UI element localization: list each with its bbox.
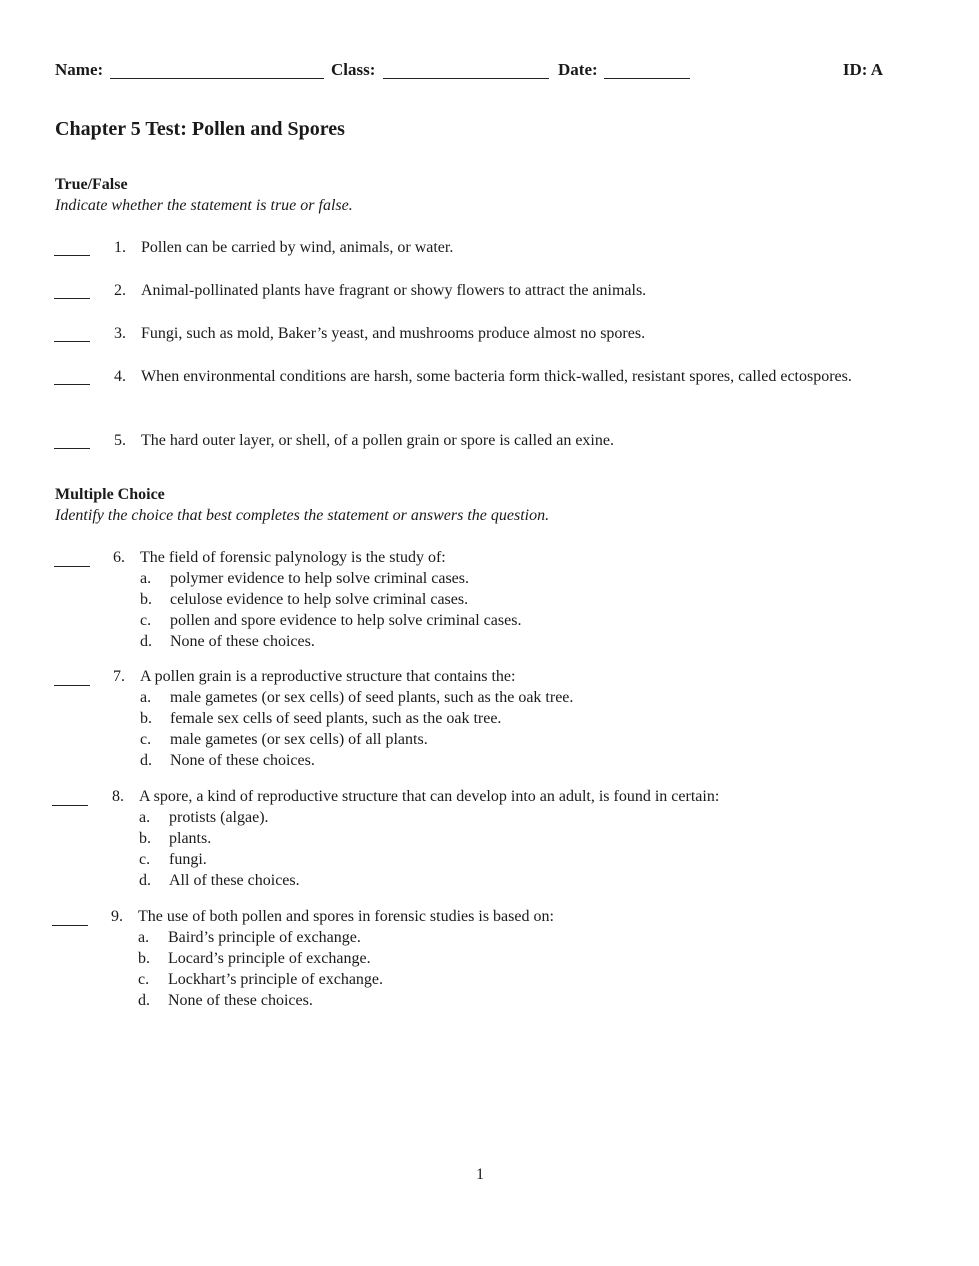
- answer-blank[interactable]: [54, 384, 90, 385]
- answer-blank[interactable]: [54, 341, 90, 342]
- answer-blank[interactable]: [54, 298, 90, 299]
- choice-letter: a.: [138, 929, 150, 946]
- choice-text: None of these choices.: [168, 992, 313, 1009]
- question-number: 1.: [114, 239, 126, 256]
- answer-blank[interactable]: [54, 566, 90, 567]
- question-text: A pollen grain is a reproductive structure that contains the:: [140, 668, 516, 685]
- question-text: When environmental conditions are harsh, some bacteria form thick-walled, resistant spores, called ectospores.: [141, 368, 852, 385]
- question-number: 9.: [111, 908, 123, 925]
- answer-blank[interactable]: [54, 255, 90, 256]
- choice-letter: b.: [140, 591, 152, 608]
- choice-letter: d.: [139, 872, 151, 889]
- choice-text: Locard’s principle of exchange.: [168, 950, 371, 967]
- question-text: The field of forensic palynology is the study of:: [140, 549, 446, 566]
- choice-letter: c.: [140, 731, 152, 748]
- question-number: 8.: [112, 788, 124, 805]
- true-false-instruction: Indicate whether the statement is true or false.: [55, 197, 353, 214]
- question-text: The hard outer layer, or shell, of a pollen grain or spore is called an exine.: [141, 432, 614, 449]
- choice-letter: d.: [140, 633, 152, 650]
- choice-text: female sex cells of seed plants, such as the oak tree.: [170, 710, 502, 727]
- choice-text: male gametes (or sex cells) of seed plants, such as the oak tree.: [170, 689, 574, 706]
- choice-text: All of these choices.: [169, 872, 300, 889]
- question-number: 6.: [113, 549, 125, 566]
- answer-blank[interactable]: [54, 448, 90, 449]
- page-number: 1: [476, 1166, 484, 1183]
- choice-letter: a.: [139, 809, 151, 826]
- choice-letter: a.: [140, 570, 152, 587]
- multiple-choice-instruction: Identify the choice that best completes the statement or answers the question.: [55, 507, 550, 524]
- class-field-line[interactable]: [383, 78, 549, 79]
- answer-blank[interactable]: [52, 805, 88, 806]
- choice-letter: c.: [138, 971, 150, 988]
- choice-text: protists (algae).: [169, 809, 269, 826]
- multiple-choice-heading: Multiple Choice: [55, 486, 165, 503]
- choice-text: None of these choices.: [170, 752, 315, 769]
- choice-text: Lockhart’s principle of exchange.: [168, 971, 384, 988]
- question-number: 4.: [114, 368, 126, 385]
- true-false-heading: True/False: [55, 176, 128, 193]
- name-label: Name:: [55, 60, 104, 79]
- choice-letter: c.: [140, 612, 152, 629]
- choice-letter: d.: [140, 752, 152, 769]
- choice-text: fungi.: [169, 851, 207, 868]
- question-number: 5.: [114, 432, 126, 449]
- choice-letter: b.: [138, 950, 150, 967]
- question-text: Pollen can be carried by wind, animals, or water.: [141, 239, 454, 256]
- choice-letter: a.: [140, 689, 152, 706]
- page-title: Chapter 5 Test: Pollen and Spores: [55, 118, 345, 140]
- date-label: Date:: [558, 60, 598, 79]
- question-number: 7.: [113, 668, 125, 685]
- question-text: Animal-pollinated plants have fragrant or showy flowers to attract the animals.: [141, 282, 647, 299]
- choice-letter: d.: [138, 992, 150, 1009]
- header: [55, 58, 895, 84]
- choice-letter: c.: [139, 851, 151, 868]
- choice-text: None of these choices.: [170, 633, 315, 650]
- question-text: A spore, a kind of reproductive structure that can develop into an adult, is found in certain:: [139, 788, 720, 805]
- question-number: 3.: [114, 325, 126, 342]
- choice-letter: b.: [140, 710, 152, 727]
- question-text: Fungi, such as mold, Baker’s yeast, and mushrooms produce almost no spores.: [141, 325, 646, 342]
- test-id: ID: A: [842, 60, 883, 79]
- question-number: 2.: [114, 282, 126, 299]
- choice-text: Baird’s principle of exchange.: [168, 929, 361, 946]
- choice-text: plants.: [169, 830, 212, 847]
- choice-text: celulose evidence to help solve criminal cases.: [170, 591, 469, 608]
- question-text: The use of both pollen and spores in forensic studies is based on:: [138, 908, 554, 925]
- choice-text: male gametes (or sex cells) of all plants.: [170, 731, 428, 748]
- choice-text: polymer evidence to help solve criminal cases.: [170, 570, 470, 587]
- name-field-line[interactable]: [110, 78, 324, 79]
- date-field-line[interactable]: [604, 78, 690, 79]
- answer-blank[interactable]: [54, 685, 90, 686]
- choice-text: pollen and spore evidence to help solve criminal cases.: [170, 612, 522, 629]
- class-label: Class:: [331, 60, 376, 79]
- choice-letter: b.: [139, 830, 151, 847]
- answer-blank[interactable]: [52, 925, 88, 926]
